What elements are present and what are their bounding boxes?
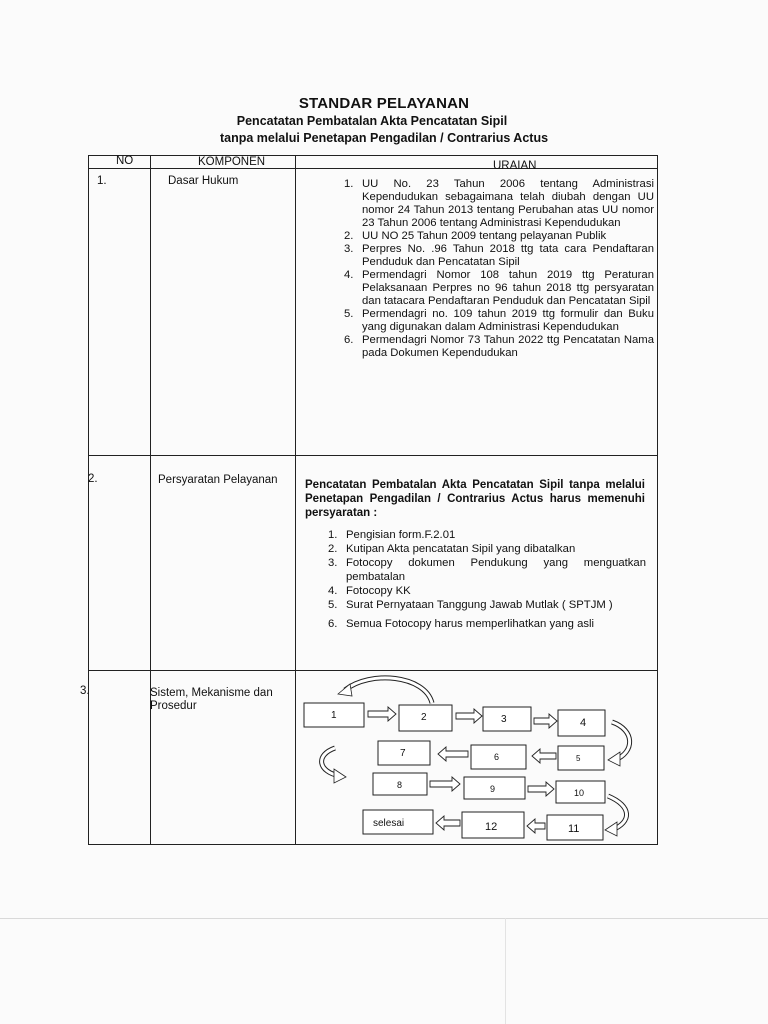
flow-label-3: 3 [501,714,507,725]
list-number: 2. [328,543,338,555]
arrow-8-9 [430,777,460,791]
list-number: 1. [344,178,354,190]
flow-label-selesai: selesai [373,818,405,829]
requirements-intro: Pencatatan Pembatalan Akta Pencatatan Sipil tanpa melalui Penetapan Pengadilan / Contrarius Actus harus memenuhi persyaratan : [305,479,645,519]
arrow-1-2 [368,707,396,721]
list-text: Fotocopy KK [346,585,411,597]
flow-label-2: 2 [421,712,427,723]
row-2-no: 2. [88,473,98,485]
list-text: Permendagri Nomor 73 Tahun 2022 ttg Pencatatan Nama pada Dokumen Kependudukan [362,334,654,359]
row-3-no: 3. [80,685,90,697]
flow-label-5: 5 [576,754,581,763]
curve-arrow-right-1-head [608,752,620,766]
list-text: UU NO 25 Tahun 2009 tentang pelayanan Publik [362,230,607,242]
list-text: UU No. 23 Tahun 2006 tentang Administrasi Kependudukan sebagaimana telah diubah dengan UU nomor 24 Tahun 2013 tentang Perubahan atas UU nomor 23 Tahun 2006 tentang Administrasi Kependudukan [362,178,654,229]
flow-label-9: 9 [490,784,496,794]
flow-label-7: 7 [400,748,406,759]
list-number: 5. [328,599,338,611]
list-number: 4. [344,269,354,281]
flow-label-6: 6 [494,752,500,762]
row-3-komponen: Sistem, Mekanisme dan Prosedur [150,687,273,712]
flow-label-1: 1 [331,710,337,721]
list-number: 6. [344,334,354,346]
page-subtitle-1: Pencatatan Pembatalan Akta Pencatatan Sipil [236,114,508,128]
flow-label-12: 12 [485,821,498,833]
curve-arrow-top-inner [345,678,432,703]
list-number: 3. [328,557,338,569]
list-number: 3. [344,243,354,255]
arrow-11-12 [527,819,545,833]
list-number: 2. [344,230,354,242]
list-text: Pengisian form.F.2.01 [346,529,456,541]
row-1-no: 1. [97,175,107,187]
list-number: 6. [328,618,338,630]
arrow-9-10 [528,782,554,796]
list-text: Perpres No. .96 Tahun 2018 ttg tata cara Pendaftaran Penduduk dan Pencatatan Sipil [362,243,654,268]
curve-arrow-left-head [334,769,346,783]
header-komponen: KOMPONEN [198,156,266,168]
list-number: 4. [328,585,338,597]
arrow-12-selesai [436,816,460,830]
curve-arrow-right-2-head [605,822,617,836]
list-text: Kutipan Akta pencatatan Sipil yang dibatalkan [346,543,576,555]
list-number: 5. [344,308,354,320]
curve-arrow-top-head [338,684,352,696]
list-text: Surat Pernyataan Tanggung Jawab Mutlak ( SPTJM ) [346,599,613,611]
flow-box-5 [558,746,604,770]
row-1-komponen: Dasar Hukum [168,175,239,187]
flow-box-3 [483,707,531,731]
arrow-5-6 [532,749,556,763]
header-no: NO [116,155,134,167]
flow-label-10: 10 [574,788,585,798]
page-subtitle-2: tanpa melalui Penetapan Pengadilan / Contrarius Actus [219,131,549,145]
arrow-3-4 [534,714,557,728]
list-text: Permendagri no. 109 tahun 2019 ttg formulir dan Buku yang digunakan dalam Administrasi Kependudukan [362,308,654,333]
arrow-6-7 [438,747,468,761]
row-2-komponen: Persyaratan Pelayanan [158,474,278,486]
list-number: 1. [328,529,338,541]
flow-label-4: 4 [580,717,587,729]
list-text: Permendagri Nomor 108 tahun 2019 ttg Peraturan Pelaksanaan Perpres no 96 tahun 2018 ttg persyaratan dan tatacara Pendaftaran Penduduk dan Pencatatan Sipil [362,269,654,307]
header-uraian: URAIAN [493,160,537,172]
flow-label-11: 11 [568,823,580,835]
scan-fold-line [0,918,768,919]
flow-label-8: 8 [397,780,403,790]
scan-fold-line-vertical [505,918,506,1024]
list-text: Semua Fotocopy harus memperlihatkan yang asli [346,618,595,630]
page-title: STANDAR PELAYANAN [298,95,470,112]
arrow-2-3 [456,709,482,723]
list-text: Fotocopy dokumen Pendukung yang menguatkan pembatalan [346,557,646,583]
